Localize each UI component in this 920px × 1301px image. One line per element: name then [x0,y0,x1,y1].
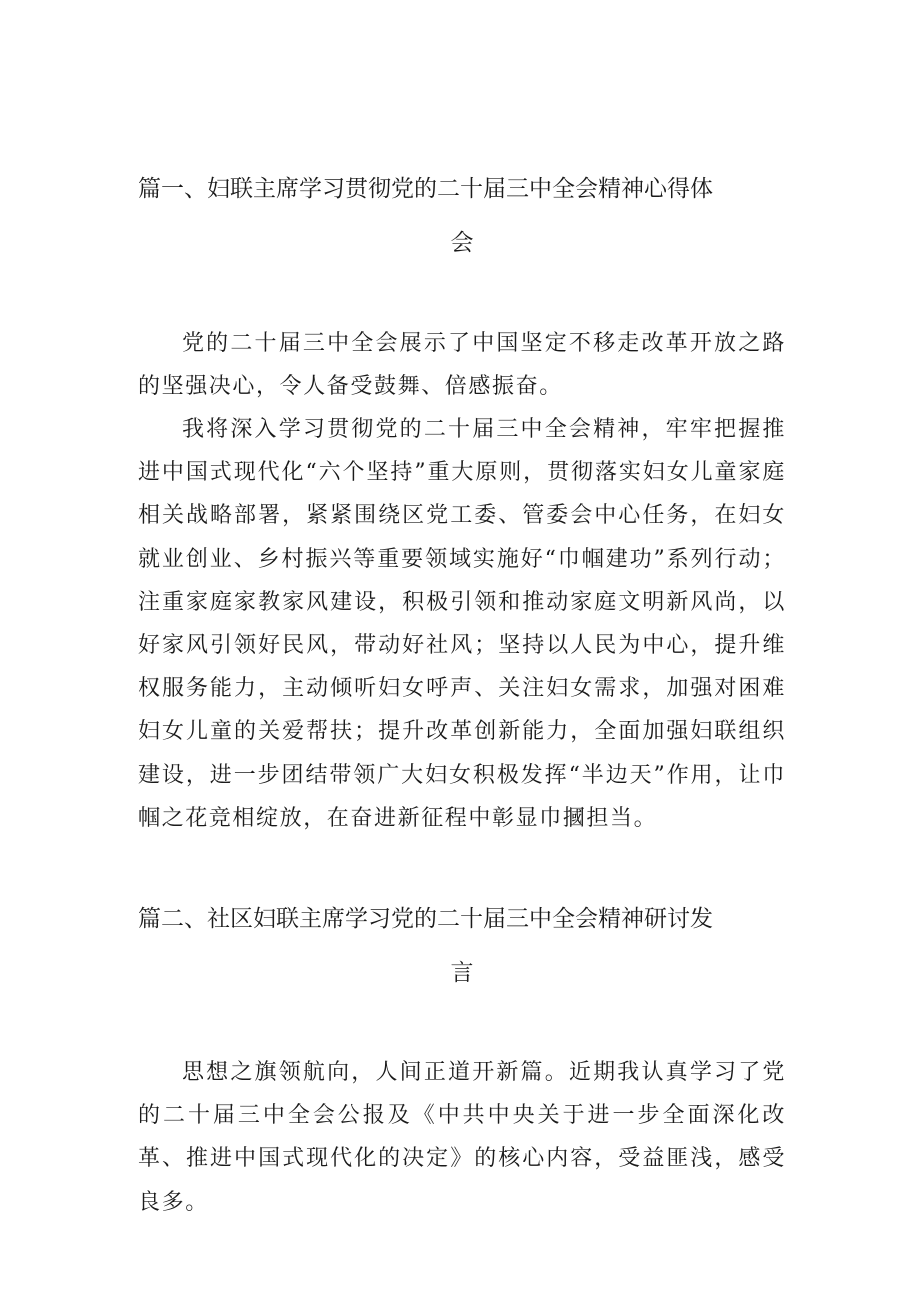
section-1-heading [138,162,786,270]
section-2-paragraph-1: 思想之旗领航向，人间正道开新篇。近期我认真学习了党的二十届三中全会公报及《中共中央关于进一步全面深化改革、推进中国式现代化的决定》的核心内容，受益匪浅，感受良多。 [138,1060,786,1215]
section-2-heading [138,892,786,1000]
section-2-heading-line-1: 篇二、社区妇联主席学习党的二十届三中全会精神研讨发 [138,906,713,932]
section-1-heading-line-2: 会 [450,230,474,256]
section-1-heading-line-1: 篇一、妇联主席学习贯彻党的二十届三中全会精神心得体 [138,176,713,202]
section-1-paragraph-2: 我将深入学习贯彻党的二十届三中全会精神，牢牢把握推进中国式现代化“六个坚持”重大原则，贯彻落实妇女儿童家庭相关战略部署，紧紧围绕区党工委、管委会中心任务，在妇女就业创业、乡村振兴等重要领域实施好“巾帼建功”系列行动；注重家庭家教家风建设，积极引领和推动家庭文明新风尚，以好家风引领好民风，带动好社风；坚持以人民为中心，提升维权服务能力，主动倾听妇女呼声、关注妇女需求，加强对困难妇女儿童的关爱帮扶；提升改革创新能力，全面加强妇联组织建设，进一步团结带领广大妇女积极发挥“半边天”作用，让巾帼之花竞相绽放，在奋进新征程中彰显巾摑担当。 [138,417,786,831]
section-1-paragraph-1: 党的二十届三中全会展示了中国坚定不移走改革开放之路的坚强决心，令人备受鼓舞、倍感振奋。 [138,331,786,400]
section-2-heading-line-2: 言 [450,960,474,986]
